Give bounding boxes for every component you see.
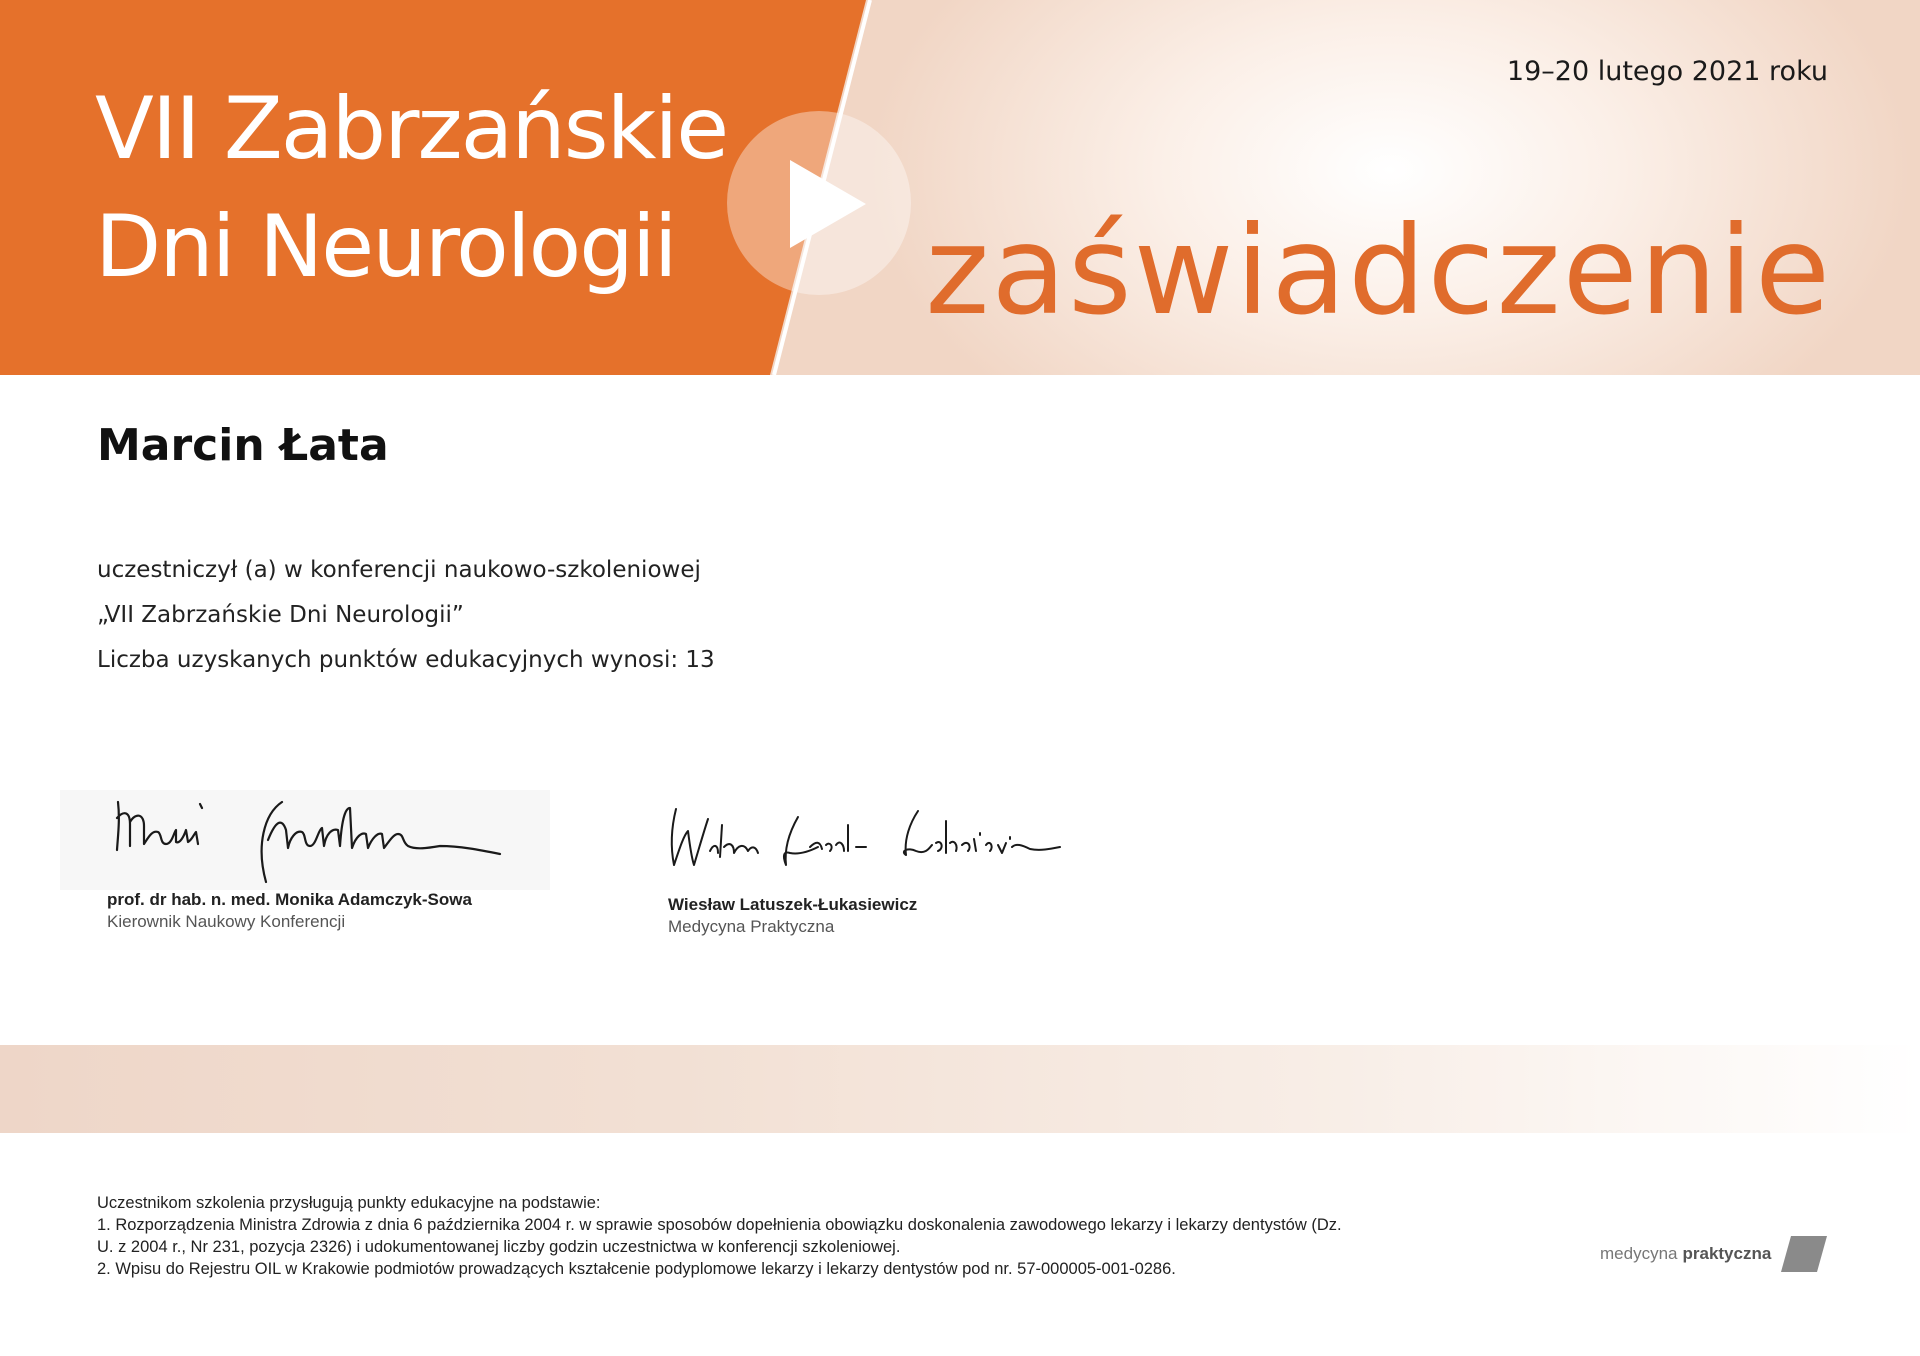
event-title-line2: Dni Neurologii [95,197,676,297]
signature-block-publisher [660,795,1120,937]
conference-name: „VII Zabrzańskie Dni Neurologii” [97,602,464,628]
play-icon [726,110,912,296]
legal-footnote [97,1192,1357,1280]
event-date: 19–20 lutego 2021 roku [1506,56,1828,87]
certificate-body [97,548,715,683]
handwritten-signature [60,790,550,890]
footnote-item-2: 2. Wpisu do Rejestru OIL w Krakowie podmiotów prowadzących kształcenie podyplomowe lekarzy i lekarzy dentystów pod nr. 57-000005-001-0286. [97,1260,1176,1278]
participation-statement: uczestniczył (a) w konferencji naukowo-szkoleniowej [97,557,701,583]
decorative-band [0,1045,1920,1133]
event-title [95,70,727,306]
certificate-header [0,0,1920,375]
signer-name: Wiesław Latuszek-Łukasiewicz [668,895,918,914]
footnote-intro: Uczestnikom szkolenia przysługują punkty edukacyjne na podstawie: [97,1194,601,1212]
signer-role: Medycyna Praktyczna [668,917,835,936]
logo-text-light: medycyna [1600,1244,1678,1263]
signer-role: Kierownik Naukowy Konferencji [107,912,346,931]
signer-name: prof. dr hab. n. med. Monika Adamczyk-Sowa [107,890,472,909]
event-title-line1: VII Zabrzańskie [95,79,728,179]
signature-block-scientific-director [60,790,550,932]
footnote-item-1: 1. Rozporządzenia Ministra Zdrowia z dnia 6 października 2004 r. w sprawie sposobów dopełnienia obowiązku doskonalenia zawodowego lekarzy i lekarzy dentystów (Dz. U. z 2004 r., Nr 231, pozycja 2326) i udokumentowanej liczby godzin uczestnictwa w konferencji szkoleniowej. [97,1216,1342,1256]
publisher-logo [1600,1236,1827,1272]
handwritten-signature [660,795,1120,895]
education-points: Liczba uzyskanych punktów edukacyjnych wynosi: 13 [97,647,715,673]
participant-name: Marcin Łata [97,420,389,471]
logo-text-bold: praktyczna [1682,1244,1772,1263]
document-title: zaświadczenie [925,200,1832,342]
logo-mark-icon [1779,1236,1827,1272]
